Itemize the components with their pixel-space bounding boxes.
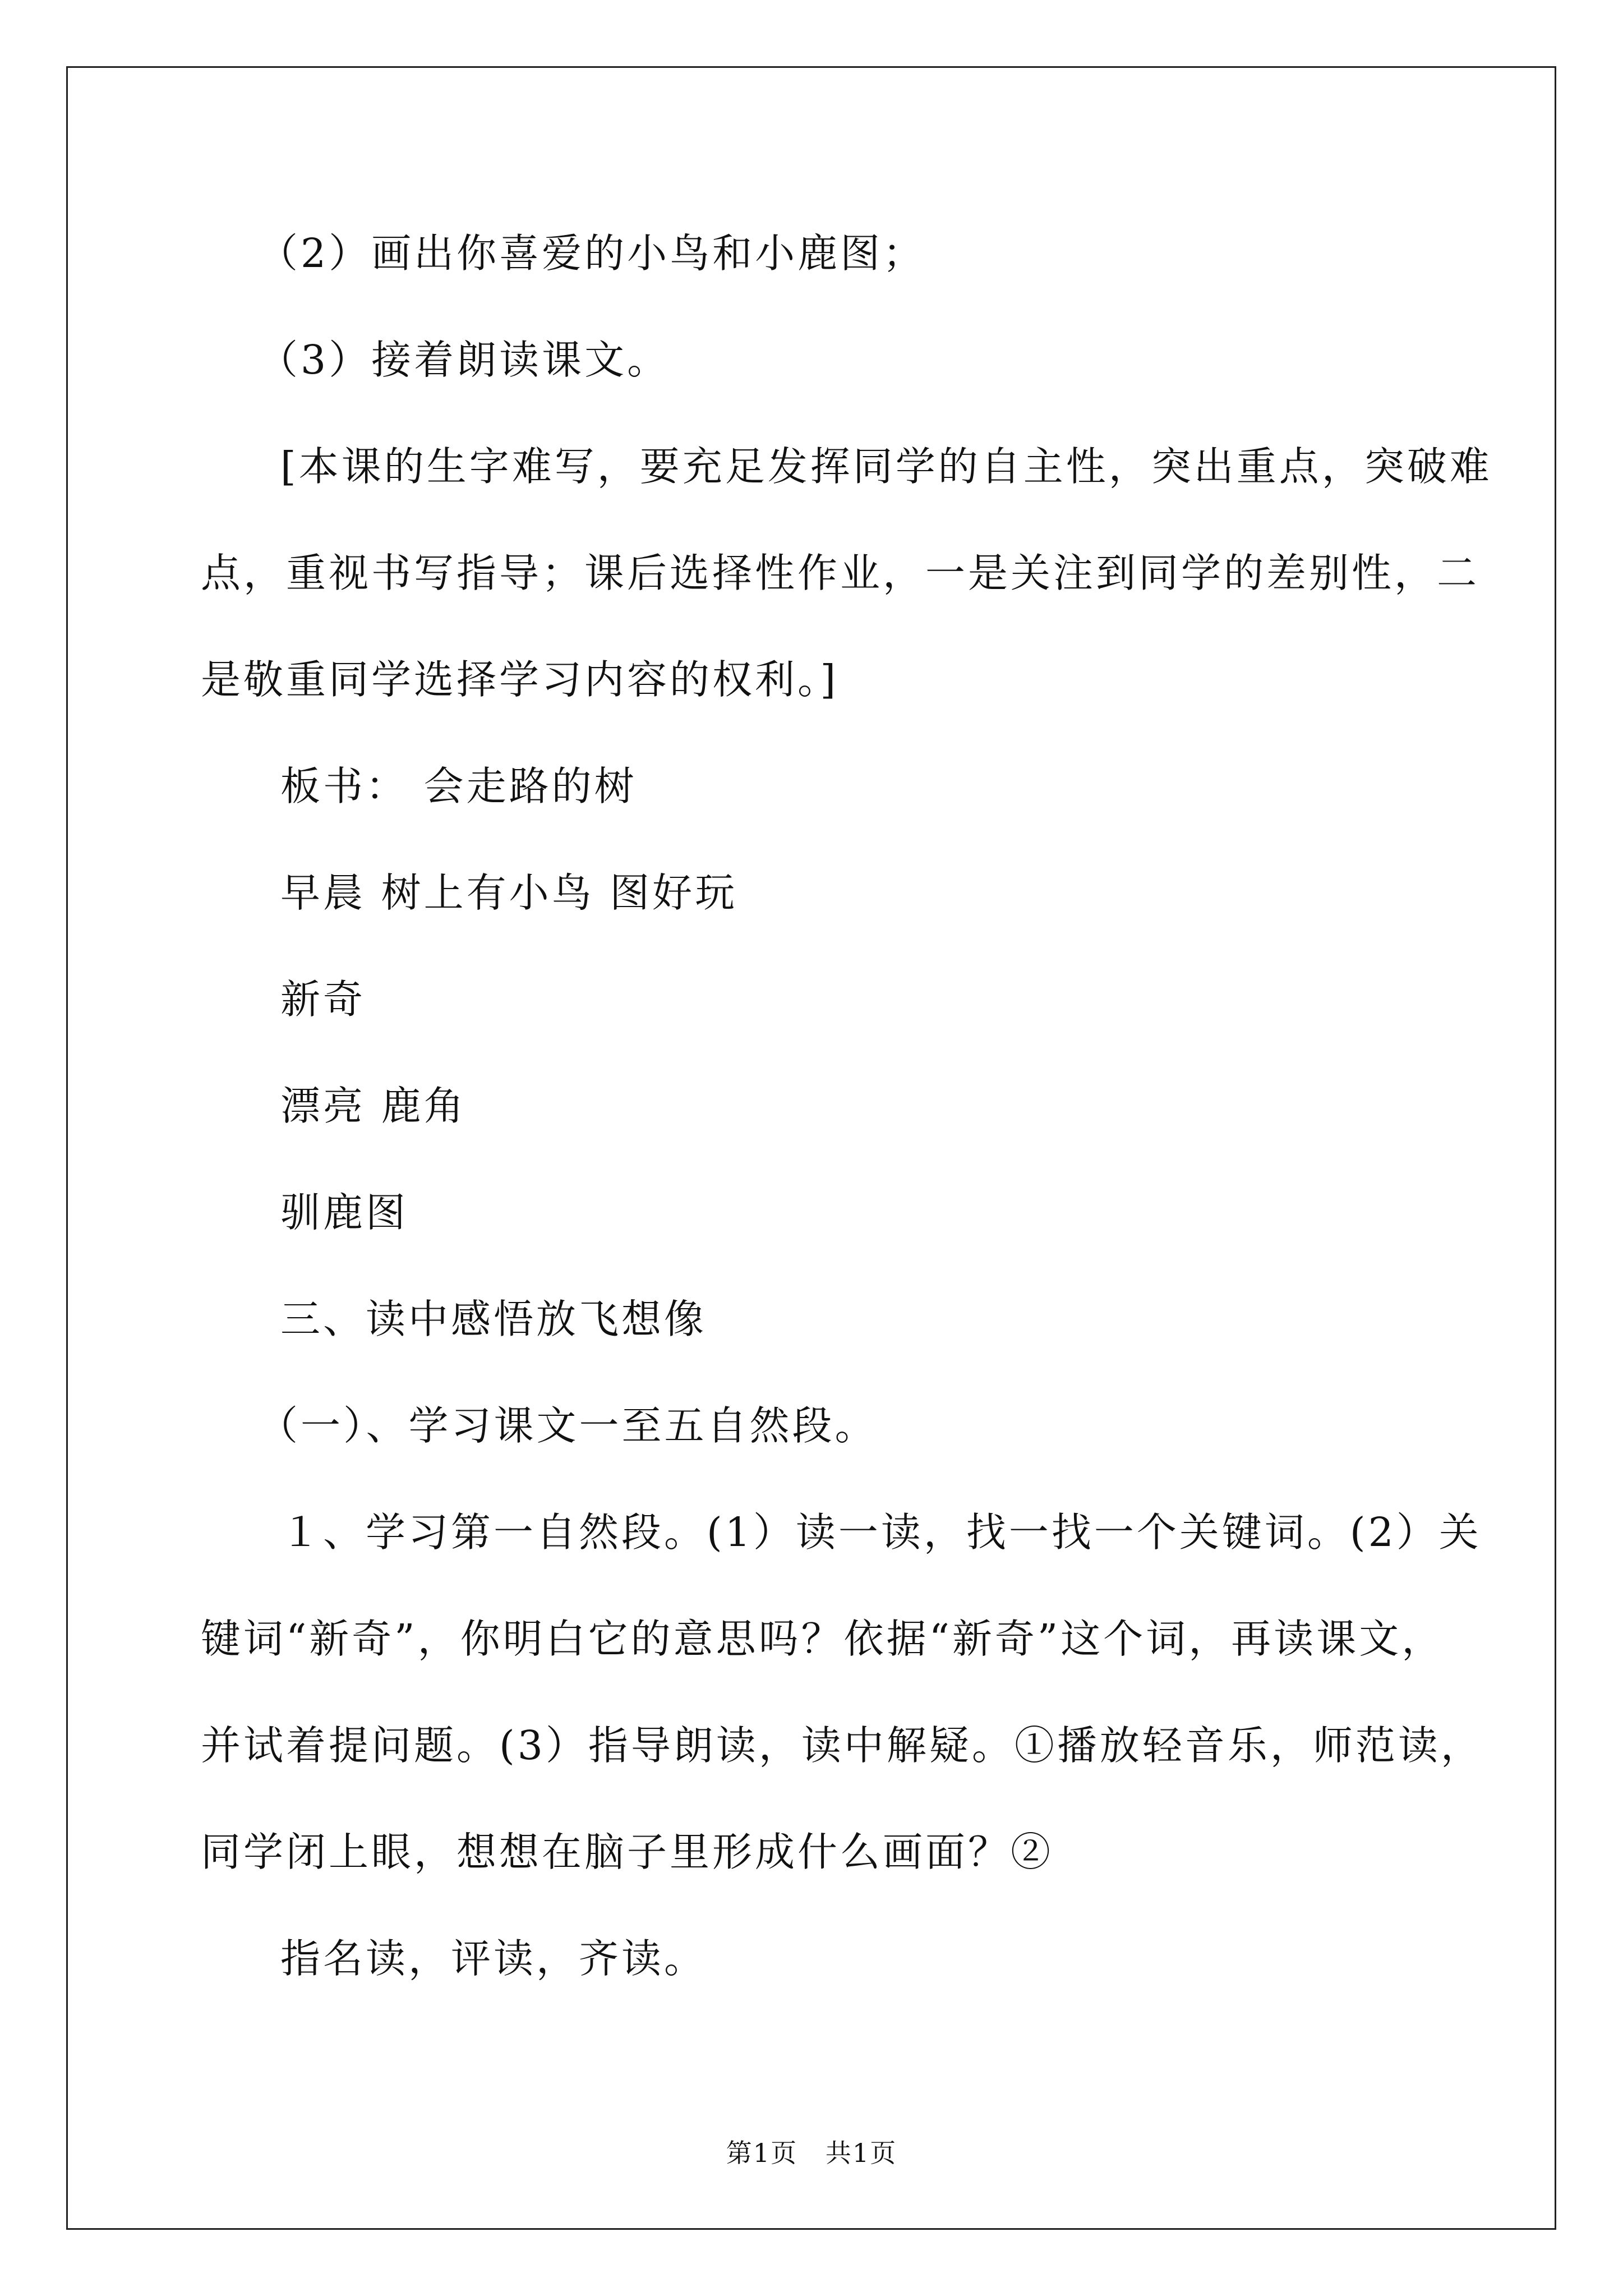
text-line-10: 驯鹿图: [280, 1189, 409, 1236]
text-line-1: （2）画出你喜爱的小鸟和小鹿图；: [258, 230, 926, 277]
text-line-2: （3）接着朗读课文。: [258, 337, 670, 383]
text-line-7: 早晨 树上有小鸟 图好玩: [280, 869, 738, 916]
text-line-16: 同学闭上眼，想想在脑子里形成什么画面？②: [201, 1829, 1054, 1875]
text-line-13: １、学习第一自然段。(1）读一读，找一找一个关键词。(2）关: [280, 1509, 1482, 1556]
text-line-6: 板书： 会走路的树: [280, 763, 637, 809]
text-line-8: 新奇: [280, 976, 366, 1023]
page-footer: 第1页 共1页: [726, 2138, 897, 2168]
text-line-9: 漂亮 鹿角: [280, 1083, 467, 1129]
text-line-4: 点，重视书写指导；课后选择性作业，一是关注到同学的差别性，二: [201, 550, 1480, 596]
text-line-15: 并试着提问题。(3）指导朗读，读中解疑。①播放轻音乐，师范读，: [201, 1722, 1483, 1769]
text-line-11: 三、读中感悟放飞想像: [280, 1296, 707, 1342]
text-line-14: 键词“新奇”，你明白它的意思吗？依据“新奇”这个词，再读课文，: [201, 1616, 1445, 1662]
text-line-17: 指名读，评读，齐读。: [280, 1935, 707, 1982]
text-line-5: 是敬重同学选择学习内容的权利。]: [201, 656, 839, 703]
text-line-12: （一）、学习课文一至五自然段。: [258, 1402, 878, 1449]
page-border: [66, 66, 1556, 2230]
text-line-3: [本课的生字难写，要充足发挥同学的自主性，突出重点，突破难: [280, 443, 1492, 490]
